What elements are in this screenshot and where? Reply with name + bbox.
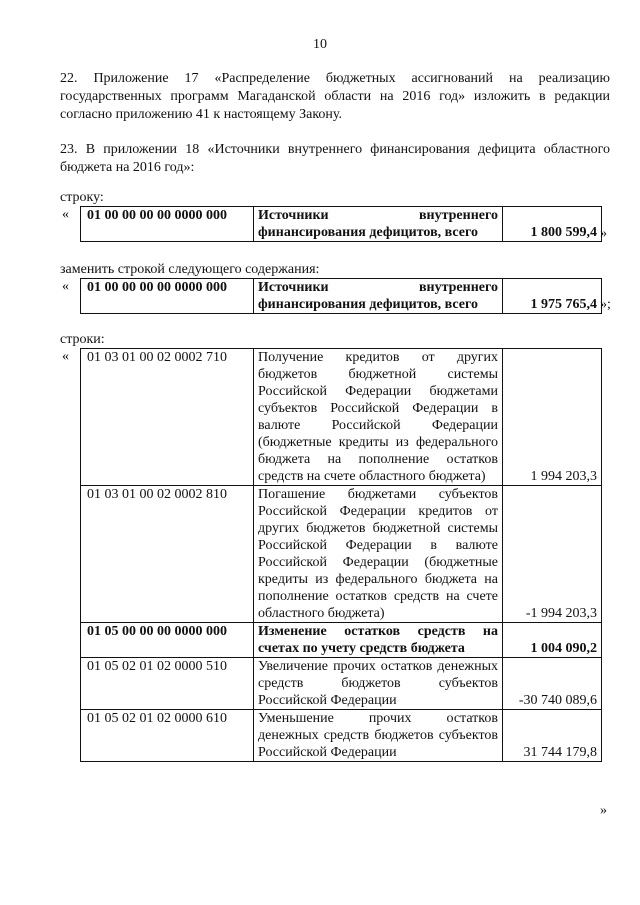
row-code: 01 05 02 01 02 0000 510 (81, 658, 254, 710)
quote-open: « (62, 207, 69, 222)
new-row-name: Источники внутреннего финансирования дефицитов, всего (254, 279, 503, 314)
row-name: Увеличение прочих остатков денежных средств бюджетов субъектов Российской Федерации (254, 658, 503, 710)
label-replace: заменить строкой следующего содержания: (60, 262, 320, 277)
quote-open: « (62, 349, 69, 364)
new-row-code: 01 00 00 00 00 0000 000 (81, 279, 254, 314)
quote-close-semicolon: »; (600, 297, 611, 312)
rows-table (80, 348, 602, 762)
label-rows: строки: (60, 332, 105, 347)
quote-close: » (600, 226, 607, 241)
row-code: 01 03 01 00 02 0002 810 (81, 486, 254, 623)
row-code: 01 03 01 00 02 0002 710 (81, 349, 254, 486)
table-row (81, 349, 602, 486)
old-row-code: 01 00 00 00 00 0000 000 (81, 207, 254, 242)
row-amount: 1 004 090,2 (503, 623, 602, 658)
row-code: 01 05 00 00 00 0000 000 (81, 623, 254, 658)
new-row-table (80, 278, 602, 314)
row-code: 01 05 02 01 02 0000 610 (81, 710, 254, 762)
table-row (81, 486, 602, 623)
quote-close: » (600, 803, 607, 818)
table-row (81, 623, 602, 658)
page-number: 10 (313, 37, 327, 52)
table-row (81, 710, 602, 762)
quote-open: « (62, 279, 69, 294)
paragraph-22: 22. Приложение 17 «Распределение бюджетных ассигнований на реализацию государственных программ Магаданской области на 2016 год» изложить в редакции согласно приложению 41 к настоящему Закону. (60, 71, 610, 122)
row-amount: 1 994 203,3 (503, 349, 602, 486)
new-row-amount: 1 975 765,4 (503, 279, 602, 314)
paragraph-23: 23. В приложении 18 «Источники внутреннего финансирования дефицита областного бюджета на 2016 год»: (60, 142, 610, 175)
old-row-amount: 1 800 599,4 (503, 207, 602, 242)
row-name: Получение кредитов от других бюджетов бюджетной системы Российской Федерации бюджетами субъектов Российской Федерации в валюте Российской Федерации (бюджетные кредиты из федерального бюджета на пополнение остатков средств на счете областного бюджета) (254, 349, 503, 486)
old-row-name: Источники внутреннего финансирования дефицитов, всего (254, 207, 503, 242)
row-name: Погашение бюджетами субъектов Российской Федерации кредитов от других бюджетов бюджетной системы Российской Федерации в валюте Российской Федерации (бюджетные кредиты из федерального бюджета на пополнение остатков средств на счете областного бюджета) (254, 486, 503, 623)
table-row (81, 658, 602, 710)
row-name: Уменьшение прочих остатков денежных средств бюджетов субъектов Российской Федерации (254, 710, 503, 762)
row-amount: -30 740 089,6 (503, 658, 602, 710)
old-row-table (80, 206, 602, 242)
row-name: Изменение остатков средств на счетах по учету средств бюджета (254, 623, 503, 658)
label-row: строку: (60, 190, 104, 205)
row-amount: 31 744 179,8 (503, 710, 602, 762)
row-amount: -1 994 203,3 (503, 486, 602, 623)
